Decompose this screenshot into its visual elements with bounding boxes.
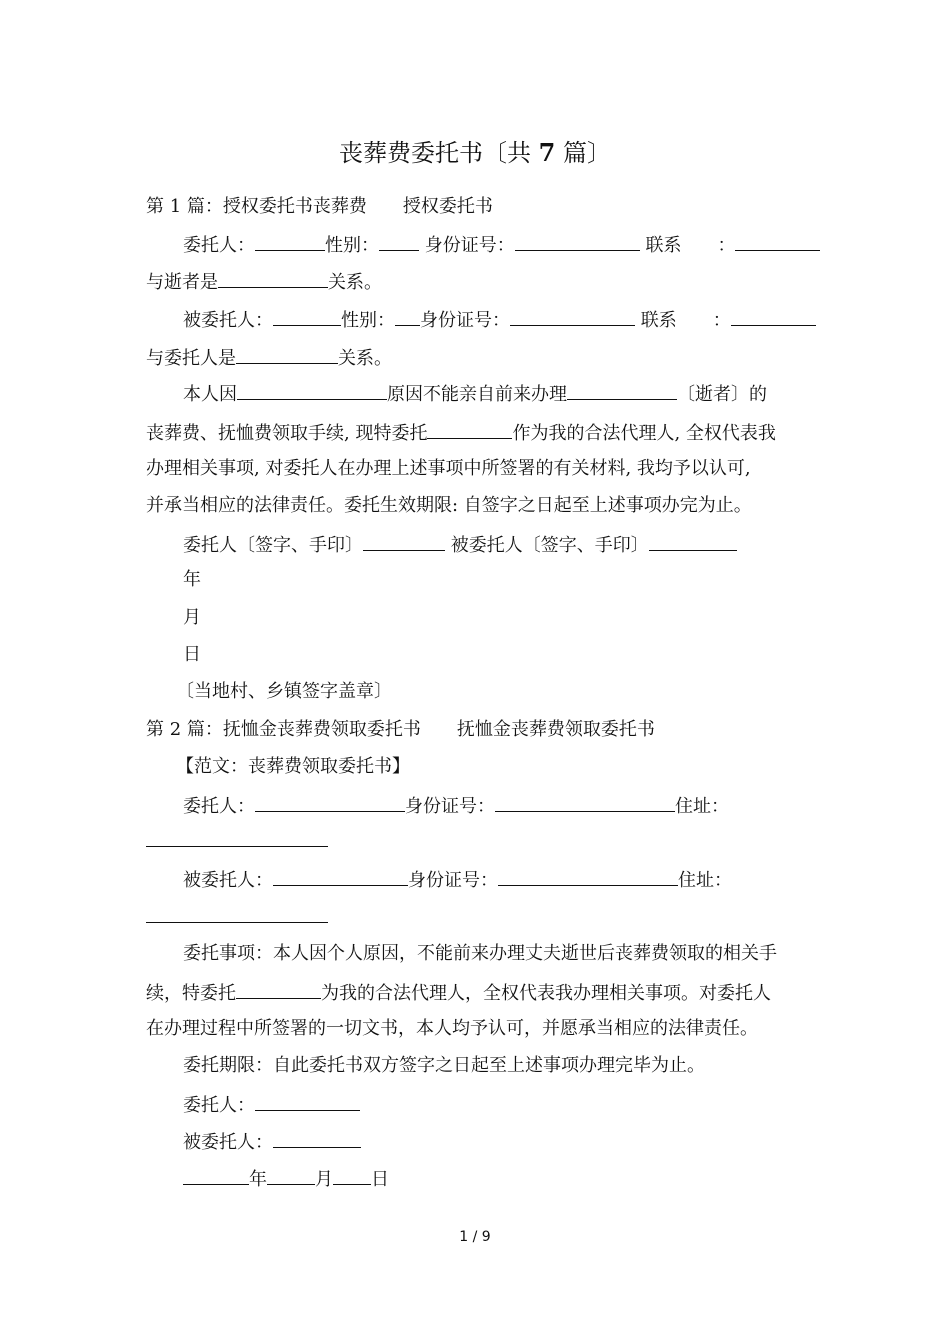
document-title: 丧葬费委托书〔共 7 篇〕 [339,138,611,167]
s2-sample-title: 【范文：丧葬费领取委托书】 [176,756,410,777]
section-1-heading: 第 1 篇：授权委托书丧葬费 授权委托书 [146,196,493,217]
s1-para-line-3: 办理相关事项, 对委托人在办理上述事项中所签署的有关材料, 我均予以认可, [146,458,751,479]
s1-agent-line: 被委托人： 性别： 身份证号： 联系 ： [183,307,816,333]
s2-date-line: 年 月 日 [183,1166,389,1192]
s1-day-label: 日 [183,644,201,665]
s2-principal-line: 委托人： 身份证号： 住址： [183,793,729,819]
s2-agent-line: 被委托人： 身份证号： 住址： [183,867,732,893]
s1-principal-line: 委托人： 性别： 身份证号： 联系 ： [183,232,820,258]
s2-matter-line-3: 在办理过程中所签署的一切文书，本人均予认可，并愿承当相应的法律责任。 [146,1018,758,1039]
s2-matter-line-1: 委托事项：本人因个人原因，不能前来办理丈夫逝世后丧葬费领取的相关手 [183,943,777,964]
s1-seal-note: 〔当地村、乡镇签字盖章〕 [176,681,392,702]
s2-agent-address-blank [146,922,328,923]
s2-principal-sign: 委托人： [183,1092,360,1118]
s1-para-line-1: 本人因 原因不能亲自前来办理 〔逝者〕的 [183,381,767,407]
s1-para-line-4: 并承当相应的法律责任。委托生效期限: 自签字之日起至上述事项办完为止。 [146,495,752,516]
s2-principal-address-blank [146,846,328,847]
s2-matter-line-2: 续，特委托 为我的合法代理人，全权代表我办理相关事项。对委托人 [146,980,771,1006]
s2-agent-sign: 被委托人： [183,1129,361,1155]
s1-relation-deceased: 与逝者是 关系。 [146,269,382,295]
page-number: 1 / 9 [459,1229,491,1245]
section-2-heading: 第 2 篇：抚恤金丧葬费领取委托书 抚恤金丧葬费领取委托书 [146,719,655,740]
s1-para-line-2: 丧葬费、抚恤费领取手续, 现特委托 作为我的合法代理人, 全权代表我 [146,420,776,446]
s1-signature-line: 委托人〔签字、手印〕 被委托人〔签字、手印〕 [183,532,737,558]
s1-year-label: 年 [183,569,201,590]
s1-relation-principal: 与委托人是 关系。 [146,345,392,371]
s1-month-label: 月 [183,607,201,628]
s2-period-line: 委托期限：自此委托书双方签字之日起至上述事项办理完毕为止。 [183,1055,705,1076]
